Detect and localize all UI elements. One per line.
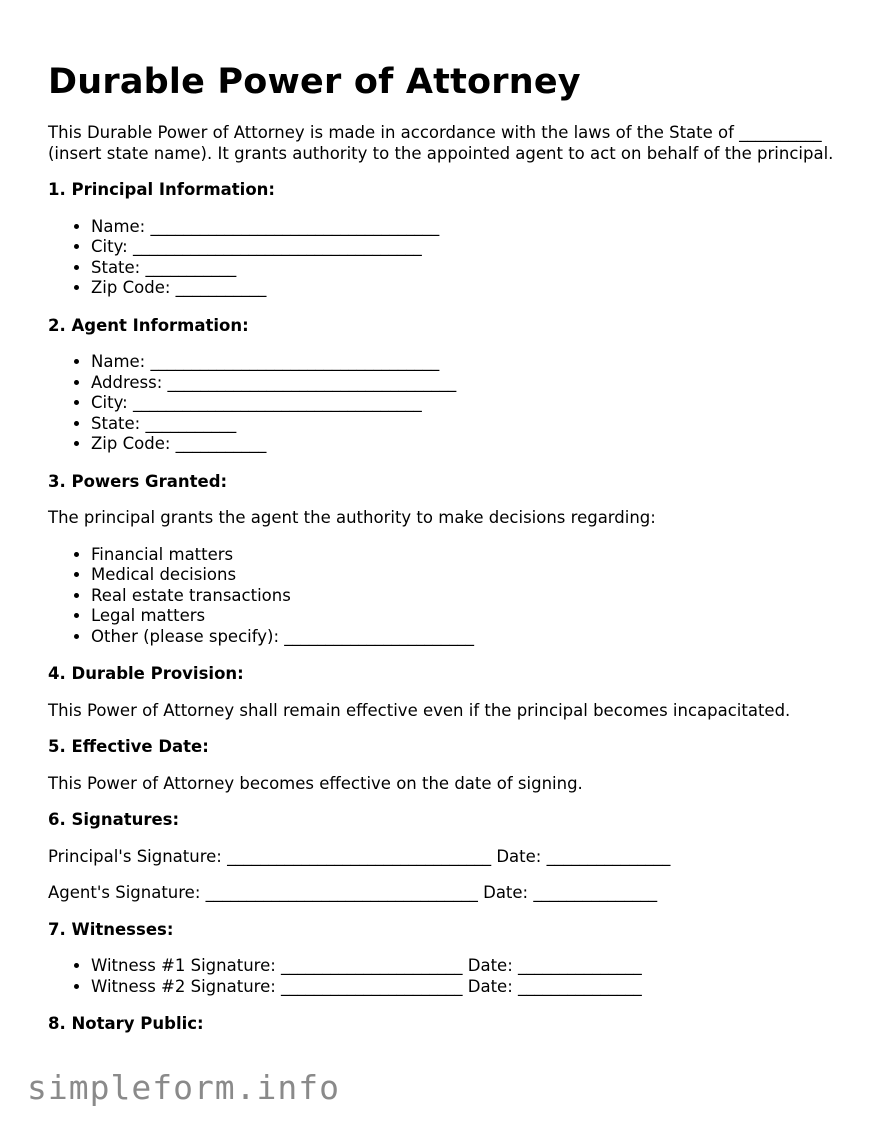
list-item: • Name: ___________________________________ xyxy=(91,352,838,373)
watermark: simpleform.info xyxy=(27,1068,341,1107)
list-item: • Zip Code: ___________ xyxy=(91,278,838,299)
list-item: • Witness #2 Signature: ______________________ Date: _______________ xyxy=(91,977,838,998)
list-item: • Medical decisions xyxy=(91,565,838,586)
list-item: • Real estate transactions xyxy=(91,586,838,607)
list-item: • Financial matters xyxy=(91,545,838,566)
powers-list xyxy=(48,545,838,648)
list-item: • Witness #1 Signature: ______________________ Date: _______________ xyxy=(91,956,838,977)
principal-heading: 1. Principal Information: xyxy=(48,180,275,199)
list-item: • City: ___________________________________ xyxy=(91,237,838,258)
document-page xyxy=(48,58,838,1051)
list-item: • City: ___________________________________ xyxy=(91,393,838,414)
principal-signature-line: Principal's Signature: ________________________________ Date: _______________ xyxy=(48,846,671,866)
agent-signature-line: Agent's Signature: _________________________________ Date: _______________ xyxy=(48,883,658,902)
effective-heading: 5. Effective Date: xyxy=(48,737,209,756)
agent-list xyxy=(48,352,838,455)
intro-paragraph: This Durable Power of Attorney is made in accordance with the laws of the State of __________ (insert state name). It grants authority to the appointed agent to act on behalf of the principal. xyxy=(48,123,834,163)
page-title: Durable Power of Attorney xyxy=(48,62,581,102)
durable-text: This Power of Attorney shall remain effective even if the principal becomes incapacitated. xyxy=(48,700,791,720)
list-item: • State: ___________ xyxy=(91,258,838,279)
list-item: • Address: ___________________________________ xyxy=(91,373,838,394)
effective-text: This Power of Attorney becomes effective on the date of signing. xyxy=(48,773,583,793)
list-item: • State: ___________ xyxy=(91,414,838,435)
powers-text: The principal grants the agent the authority to make decisions regarding: xyxy=(48,508,656,527)
principal-list xyxy=(48,217,838,299)
witnesses-list xyxy=(48,956,838,997)
list-item: • Name: ___________________________________ xyxy=(91,217,838,238)
list-item: • Other (please specify): _______________________ xyxy=(91,627,838,648)
powers-heading: 3. Powers Granted: xyxy=(48,471,228,491)
list-item: • Legal matters xyxy=(91,606,838,627)
agent-heading: 2. Agent Information: xyxy=(48,315,249,335)
signatures-heading: 6. Signatures: xyxy=(48,810,180,829)
list-item: • Zip Code: ___________ xyxy=(91,434,838,455)
notary-heading: 8. Notary Public: xyxy=(48,1014,204,1033)
witnesses-heading: 7. Witnesses: xyxy=(48,919,174,939)
durable-heading: 4. Durable Provision: xyxy=(48,664,244,683)
